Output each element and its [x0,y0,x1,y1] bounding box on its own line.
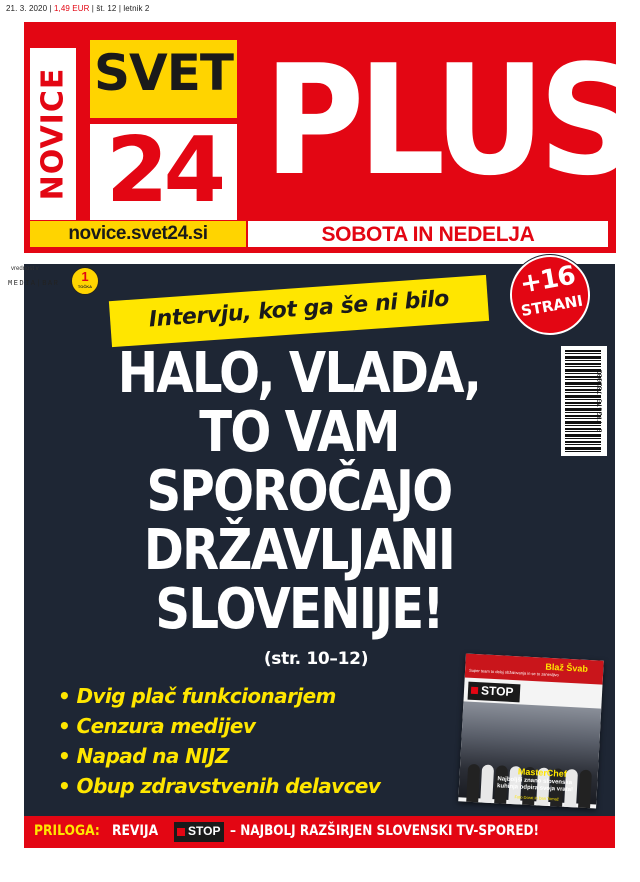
barcode-bars [565,350,601,452]
stop-logo: STOP [468,682,521,703]
extra-pages-sticker: +16 STRANI [504,249,597,342]
supplement-footer [24,816,615,848]
topic-item: • Obup zdravstvenih delavcev [58,774,381,798]
point-badge-icon: 1 TOČKA [71,267,99,295]
barcode [561,346,607,456]
topic-item: • Napad na NIJZ [58,744,229,768]
footer-revija: REVIJA [112,823,159,839]
stop-square-icon [471,687,478,694]
magazine-credit: Foto Dorat in Dan Tomaž [514,794,559,802]
issue-volume: letnik 2 [123,4,150,13]
magazine-name: Blaž Švab [545,661,589,674]
svet-logo: SVET [90,40,237,118]
headline-line: SLOVENIJE! [155,577,443,642]
footer-stop-logo: STOP [174,822,224,842]
magazine-show-title: MasterChef [517,766,568,779]
novice-logo: NOVICE [30,48,76,220]
issue-date: 21. 3. 2020 [6,4,48,13]
footer-tagline: – NAJBOLJ RAZŠIRJEN SLOVENSKI TV-SPORED! [230,823,540,839]
issue-price: 1,49 EUR [53,4,90,13]
headline-line: HALO, VLADA, [117,341,481,406]
magazine-caption: Najboljši znano slovenska kuhinja odpira svoja vrata! [496,776,574,794]
headline-line: DRŽAVLJANI [143,518,455,583]
topic-item: • Cenzura medijev [58,714,256,738]
edition-subtitle: SOBOTA IN NEDELJA [248,221,608,247]
page-reference: (str. 10–12) [263,649,369,669]
stop-magazine-thumbnail [458,653,604,808]
magazine-tagline: Super team to delaj obžalovanja in se to zanesljivo [468,667,559,678]
headline-line: TO VAM [199,400,399,465]
plus-title: PLUS [264,32,632,209]
topic-item: • Dvig plač funkcionarjem [58,684,336,708]
barcode-number: 9 772670 702003 [597,369,605,433]
topic-list [58,681,380,801]
stop-square-icon [177,828,185,836]
main-headline [34,341,564,642]
headline-line: SPOROČAJO [146,459,452,524]
website-url[interactable]: novice.svet24.si [30,221,246,247]
dateline: 21. 3. 2020 | 1,49 EUR | št. 12 | letnik 2 [6,4,150,13]
number-24-logo: 24 [90,124,237,220]
footer-priloga: PRILOGA: [34,823,100,839]
mediabar-badge: vrednost v MEDIA|BAR 1 TOČKA [8,266,103,296]
interview-banner: Intervju, kot ga še ni bilo [109,275,489,347]
issue-number: št. 12 [96,4,117,13]
